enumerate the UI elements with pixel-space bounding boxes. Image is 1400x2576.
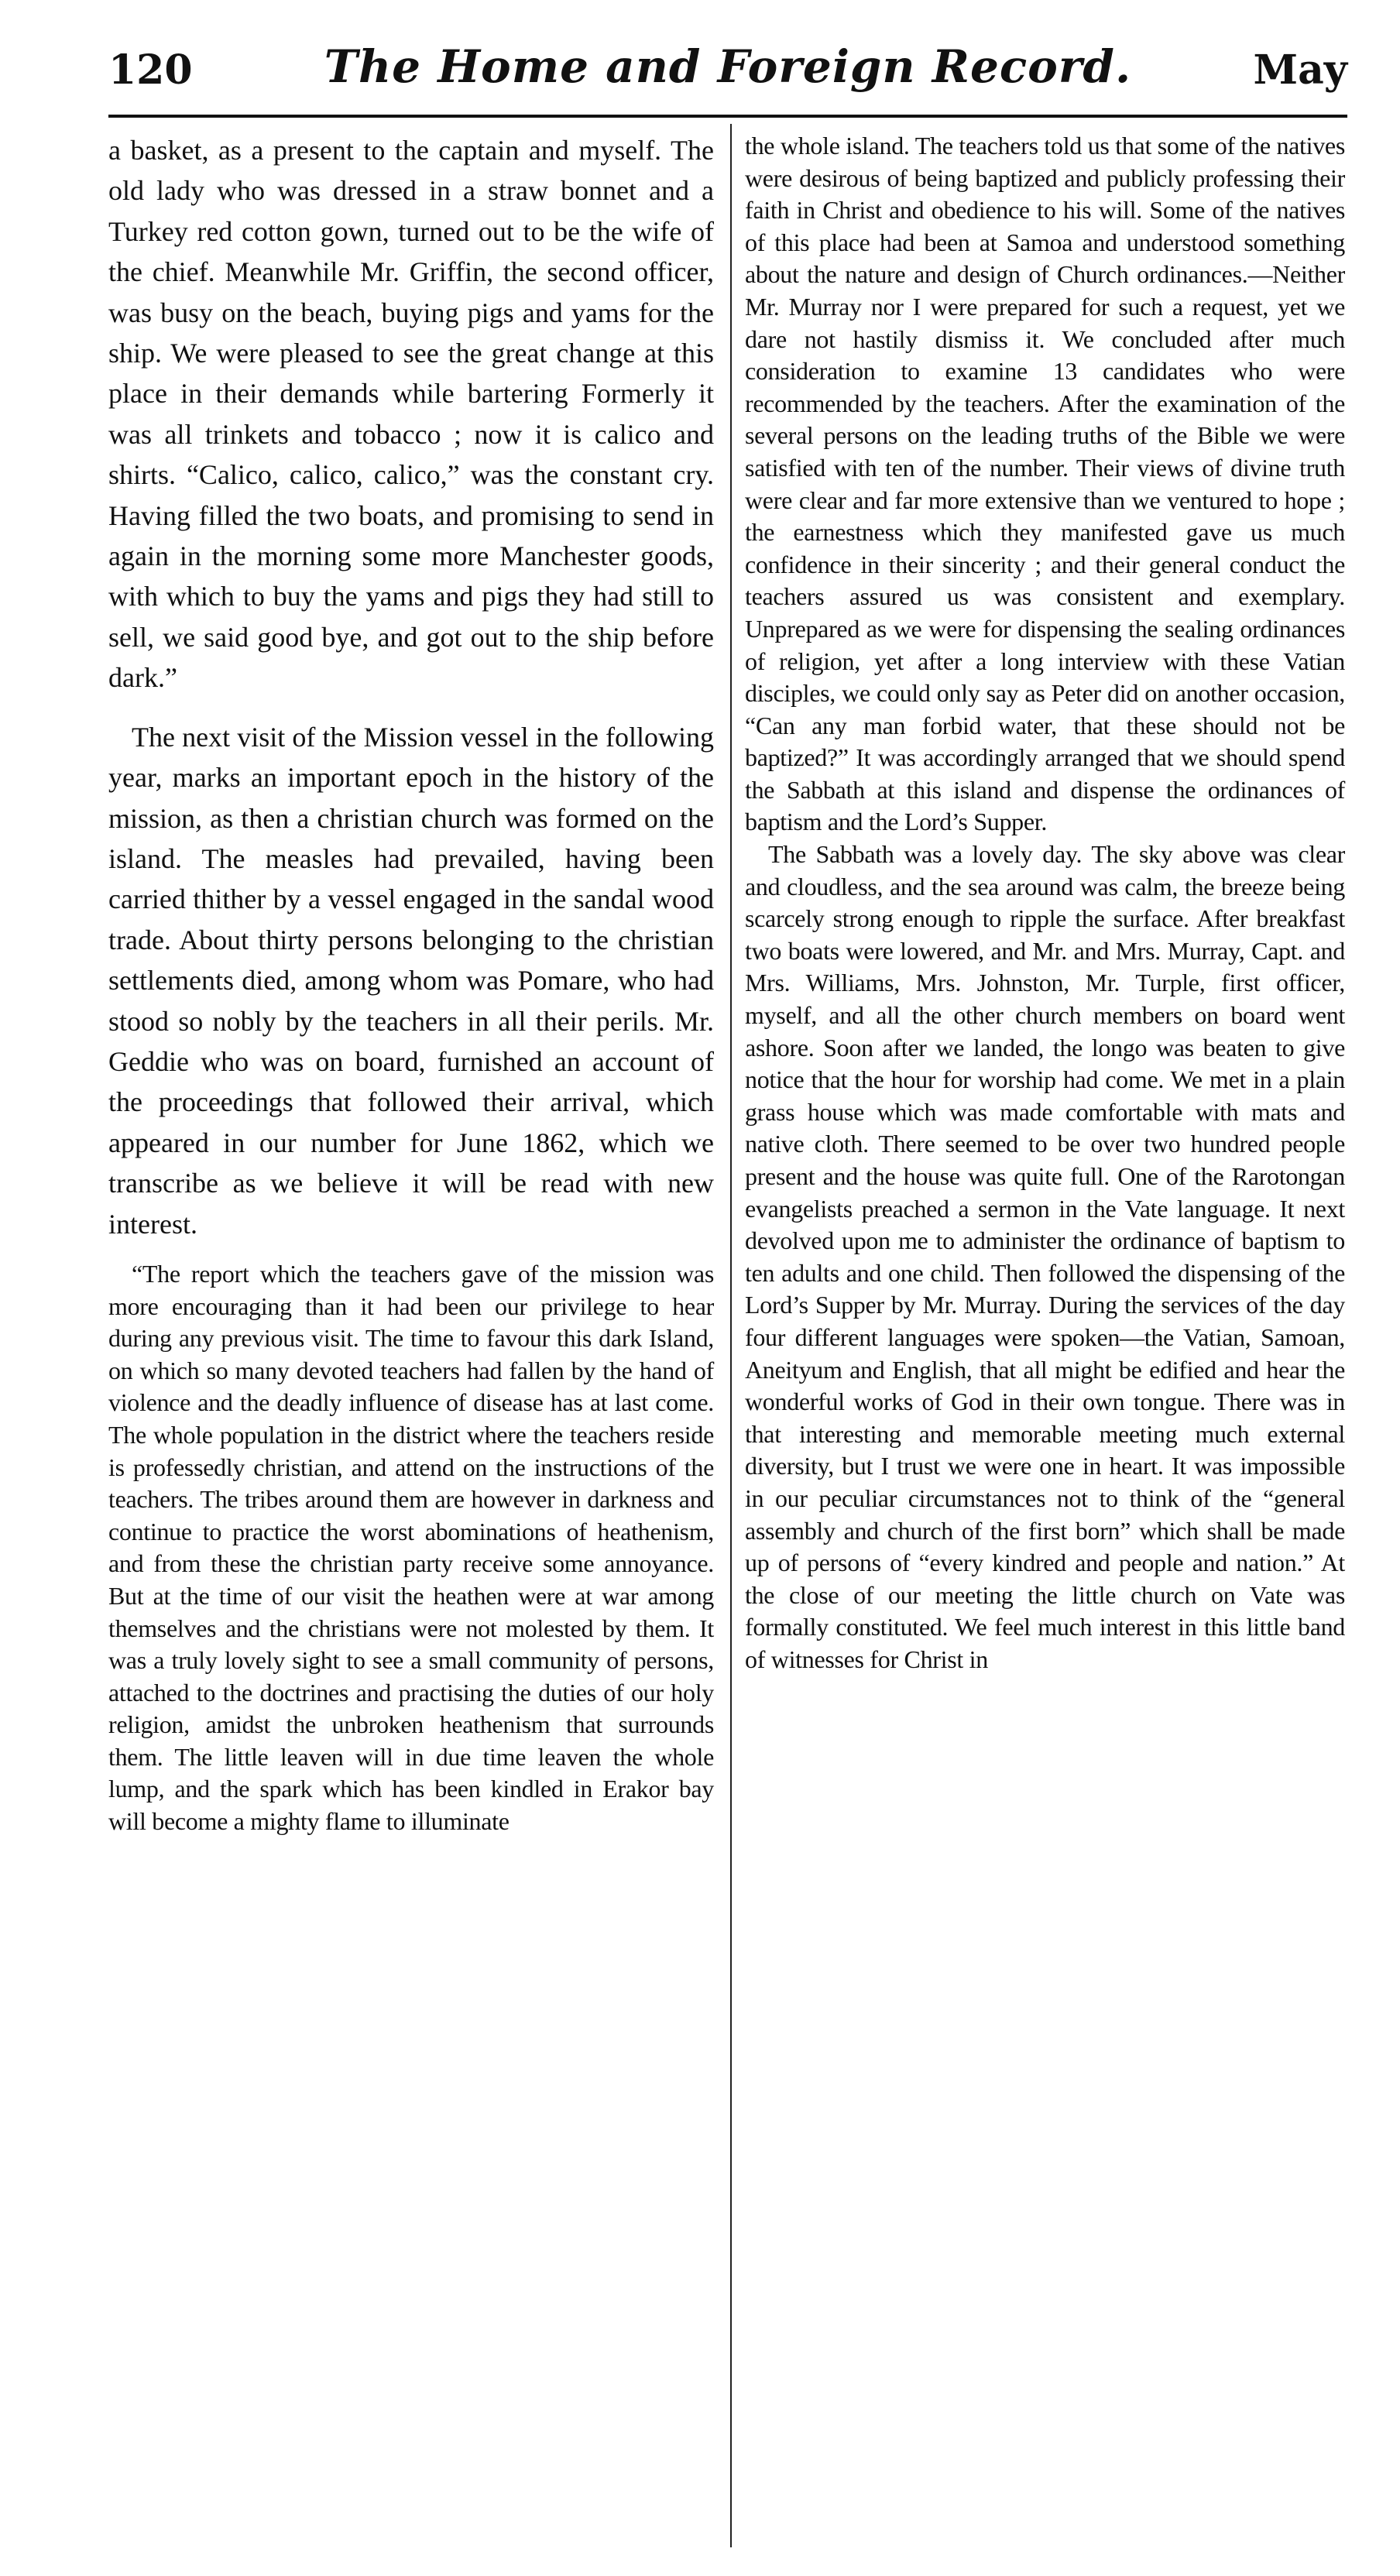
- page-number: 120: [108, 46, 193, 94]
- issue-month: May: [1253, 46, 1347, 94]
- paragraph: the whole island. The teachers told us that some of the natives were desirous of being baptized and publicly professing their faith in Christ and obedience to his will. Some of the natives of this place had been at Samoa and understood something about the nature and design of Church ordinances.—Neither Mr. Murray nor I were prepared for such a request, yet we dare not hastily dismiss it. We concluded after much consideration to examine 13 candidates who were recommended by the teachers. After the examination of the several persons on the leading truths of the Bible we were satisfied with ten of the number. Their views of divine truth were clear and far more extensive than we ventured to hope ; the earnestness which they manifested gave us much confidence in their sincerity ; and their general conduct the teachers assured us was consistent and exemplary. Unprepared as we were for dispensing the sealing ordinances of religion, yet after a long interview with these Vatian disciples, we could only say as Peter did on another occasion, “Can any man forbid water, that these should not be baptized?” It was accordingly arranged that we should spend the Sabbath at this island and dispense the ordinances of baptism and the Lord’s Supper.: [745, 132, 1345, 836]
- running-title: The Home and Foreign Record.: [324, 40, 1132, 93]
- paragraph: “The report which the teachers gave of the mission was more encouraging than it had been our privilege to hear during any previous visit. The time to favour this dark Island, on which so many devoted teachers had fallen by the hand of violence and the deadly influence of disease has at last come. The whole population in the district where the teachers reside is professedly christian, and attend on the instructions of the teachers. The tribes around them are however in darkness and continue to practice the worst abominations of heathenism, and from these the christian party receive some annoyance. But at the time of our visit the heathen were at war among themselves and the christians were not molested by them. It was a truly lovely sight to see a small community of persons, attached to the doctrines and practising the duties of our holy religion, amidst the unbroken heathenism that surrounds them. The little leaven will in due time leaven the whole lump, and the spark which has been kindled in Erakor bay will become a mighty flame to illuminate: [108, 1259, 714, 1836]
- left-column: [108, 130, 714, 1838]
- paragraph: The next visit of the Mission vessel in the following year, marks an important epoch in the history of the mission, as then a christian church was formed on the island. The measles had prevailed, having been carried thither by a vessel engaged in the sandal wood trade. About thirty persons belonging to the christian settlements died, among whom was Pomare, who had stood so nobly by the teachers in all their perils. Mr. Geddie who was on board, furnished an account of the proceedings that followed their arrival, which appeared in our number for June 1862, which we transcribe as we believe it will be read with new interest.: [108, 721, 714, 1240]
- paragraph: a basket, as a present to the captain and myself. The old lady who was dressed in a straw bonnet and a Turkey red cotton gown, turned out to be the wife of the chief. Meanwhile Mr. Griffin, the second officer, was busy on the beach, buying pigs and yams for the ship. We were pleased to see the great change at this place in their demands while bartering Formerly it was all trinkets and tobacco ; now it is calico and shirts. “Calico, calico, calico,” was the constant cry. Having filled the two boats, and promising to send in again in the morning some more Manchester goods, with which to buy the yams and pigs they had still to sell, we said good bye, and got out to the ship before dark.”: [108, 135, 714, 694]
- header-rule: [108, 115, 1347, 118]
- right-column: [745, 130, 1345, 1676]
- paragraph: The Sabbath was a lovely day. The sky above was clear and cloudless, and the sea around was calm, the breeze being scarcely strong enough to ripple the surface. After breakfast two boats were lowered, and Mr. and Mrs. Murray, Capt. and Mrs. Williams, Mrs. Johnston, Mr. Turple, first officer, myself, and all the other church members on board went ashore. Soon after we landed, the longo was beaten to give notice that the hour for worship had come. We met in a plain grass house which was made comfortable with mats and native cloth. There seemed to be over two hundred people present and the house was quite full. One of the Rarotongan evangelists preached a sermon in the Vate language. It next devolved upon me to administer the ordinance of baptism to ten adults and one child. Then followed the dispensing of the Lord’s Supper by Mr. Murray. During the services of the day four different languages were spoken—the Vatian, Samoan, Aneityum and English, that all might be edified and hear the wonderful works of God in their own tongue. There was in that interesting and memorable meeting much external diversity, but I trust we were one in heart. It was impossible in our peculiar circumstances not to think of the “general assembly and church of the first born” which shall be made up of persons of “every kindred and people and nation.” At the close of our meeting the little church on Vate was formally constituted. We feel much interest in this little band of witnesses for Christ in: [745, 840, 1345, 1673]
- page-header: [108, 40, 1347, 110]
- column-divider: [730, 124, 732, 2547]
